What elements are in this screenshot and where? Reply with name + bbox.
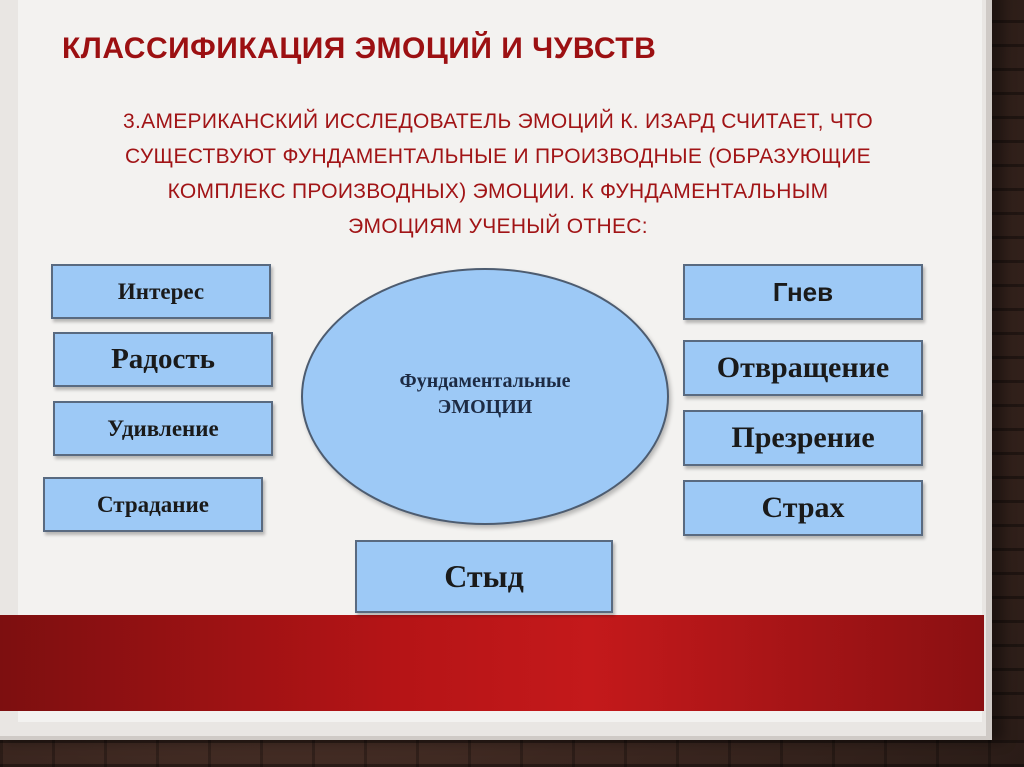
emotion-label: Страх <box>761 491 845 524</box>
emotion-label: Радость <box>111 343 215 375</box>
subtitle-line-2: СУЩЕСТВУЮТ ФУНДАМЕНТАЛЬНЫЕ И ПРОИЗВОДНЫЕ (ОБРАЗУЮЩИЕ <box>125 145 871 168</box>
emotion-label: Интерес <box>117 278 205 304</box>
slide-subtitle <box>34 104 962 244</box>
emotion-box-disgust <box>683 340 923 396</box>
emotion-box-joy <box>53 332 273 387</box>
center-label-line1: Фундаментальные <box>399 370 571 392</box>
emotion-label: Отвращение <box>716 351 890 384</box>
emotion-label: Гнев <box>772 276 834 307</box>
subtitle-line-1: 3.АМЕРИКАНСКИЙ ИССЛЕДОВАТЕЛЬ ЭМОЦИЙ К. ИЗАРД СЧИТАЕТ, ЧТО <box>123 110 873 133</box>
emotion-box-shame <box>355 540 613 613</box>
emotion-box-suffering <box>43 477 263 532</box>
center-label <box>301 368 669 420</box>
emotion-label: Удивление <box>107 415 219 441</box>
emotion-box-fear <box>683 480 923 536</box>
emotion-label: Презрение <box>731 421 875 454</box>
emotion-label: Страдание <box>96 491 210 517</box>
emotion-label: Стыд <box>444 558 524 594</box>
slide-title: КЛАССИФИКАЦИЯ ЭМОЦИЙ И ЧУВСТВ <box>62 32 657 65</box>
red-footer-band <box>0 615 984 711</box>
subtitle-line-3: КОМПЛЕКС ПРОИЗВОДНЫХ) ЭМОЦИИ. К ФУНДАМЕНТАЛЬНЫМ <box>167 180 829 203</box>
subtitle-line-4: ЭМОЦИЯМ УЧЕНЫЙ ОТНЕС: <box>348 215 648 238</box>
emotion-box-anger <box>683 264 923 320</box>
emotion-box-contempt <box>683 410 923 466</box>
emotion-box-surprise <box>53 401 273 456</box>
emotion-box-interest <box>51 264 271 319</box>
center-label-line2: ЭМОЦИИ <box>437 396 533 418</box>
